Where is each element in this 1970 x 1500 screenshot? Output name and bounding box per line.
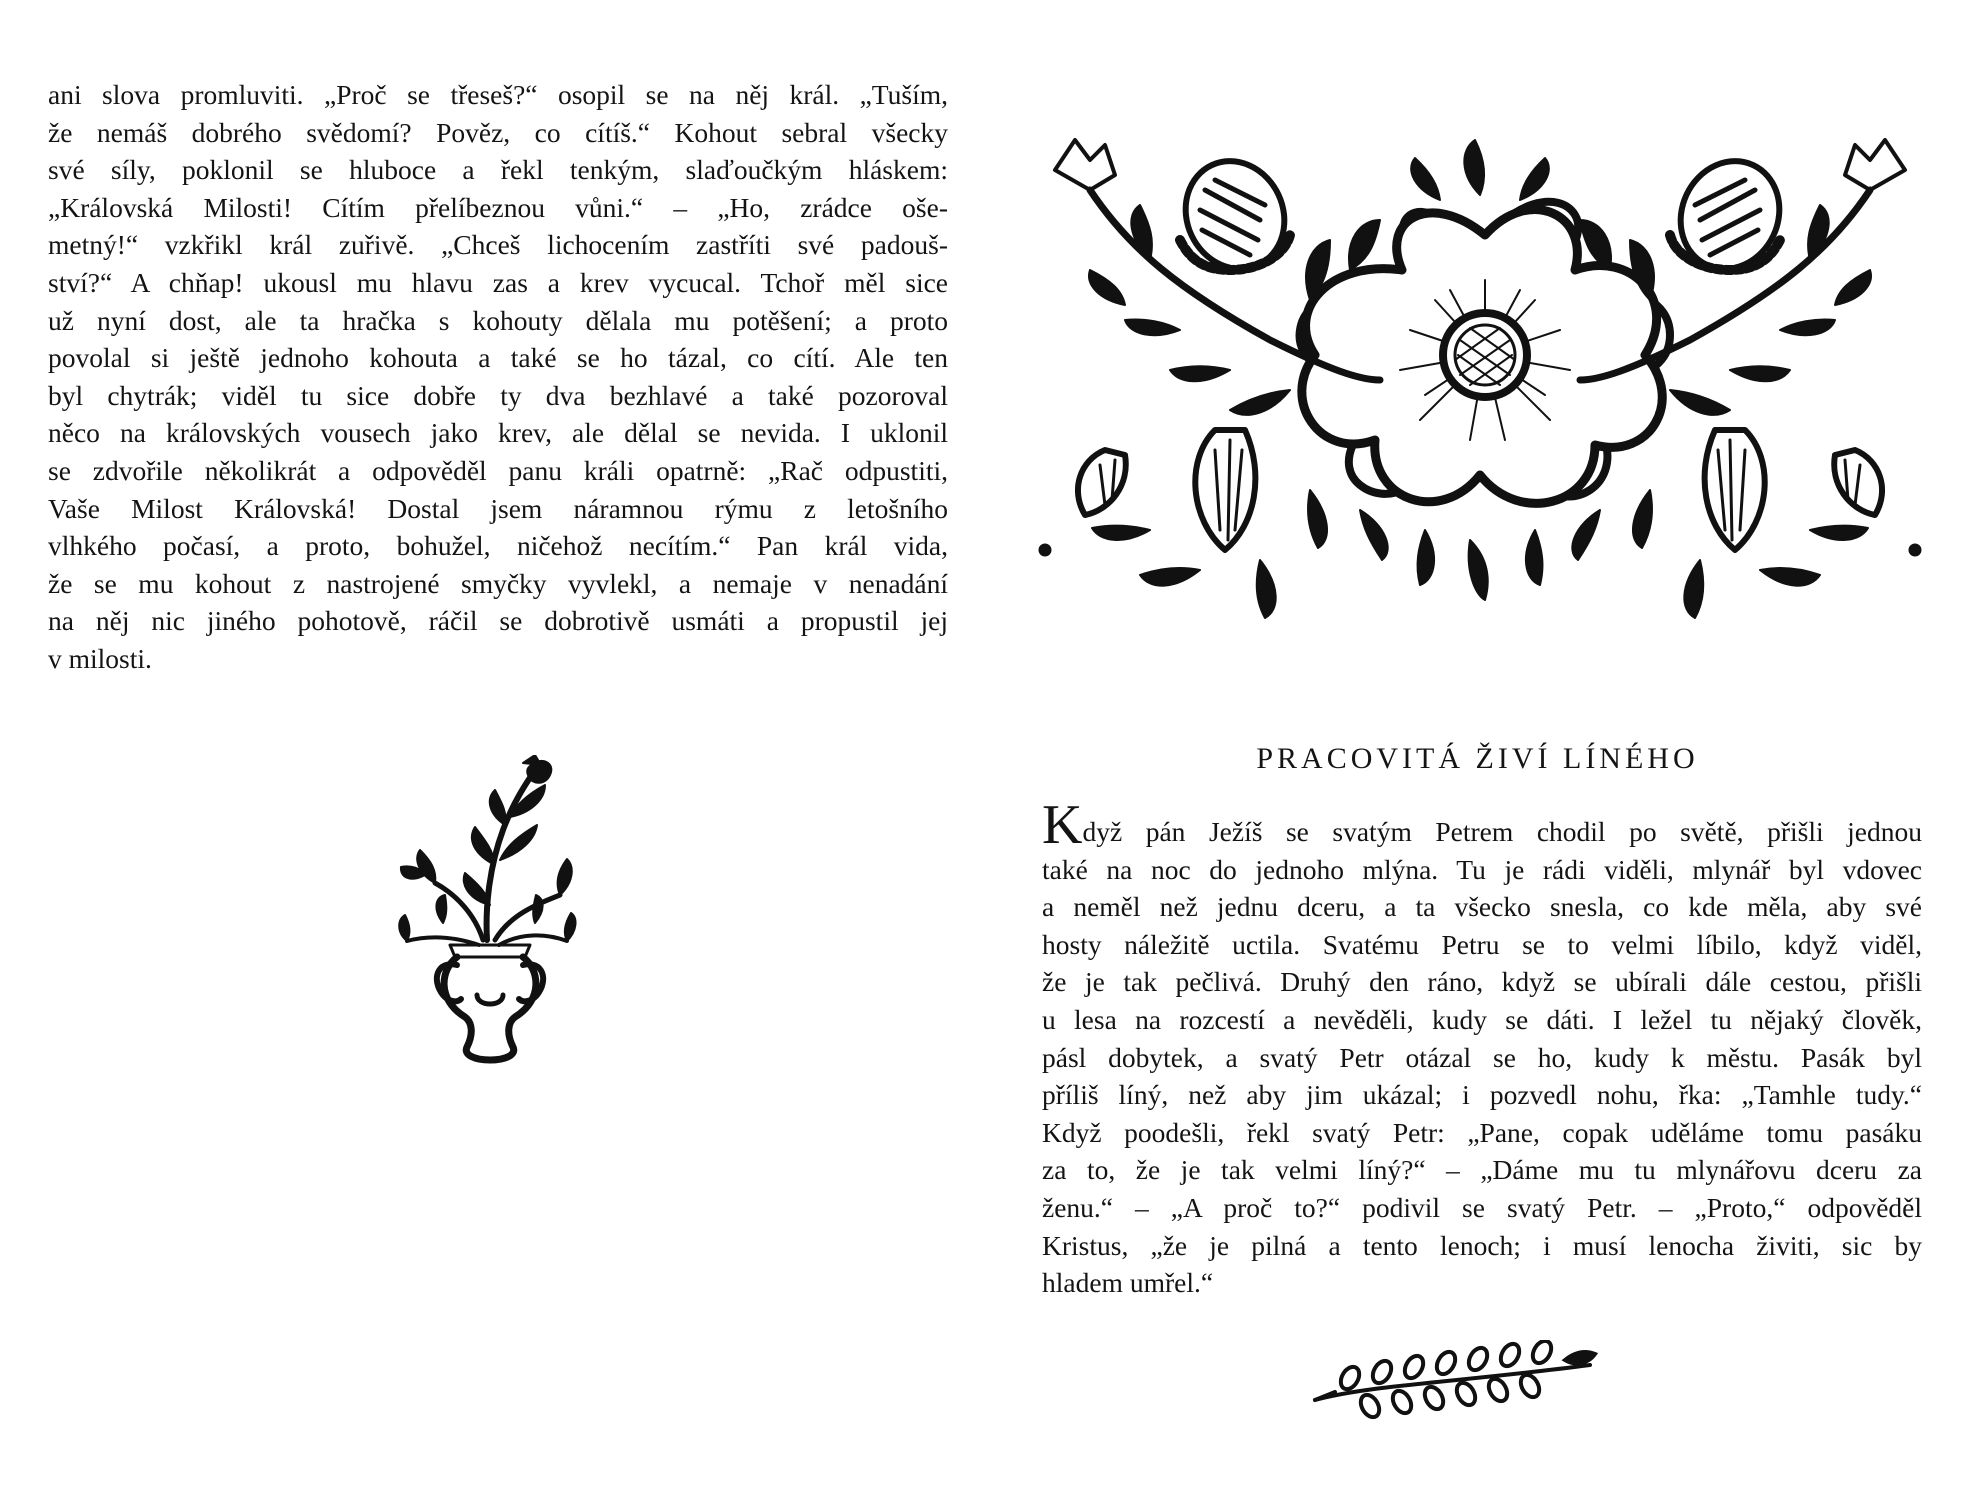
first-line-text: dyž pán Ježíš se svatým Petrem chodil po světě, přišli jednou [1082,816,1922,847]
text-line: také na noc do jednoho mlýna. Tu je rádi viděli, mlynář byl vdovec [1042,853,1922,885]
text-line-first [1042,794,1922,856]
text-line: vlhkého počasí, a proto, bohužel, ničehož necítím.“ Pan král vida, [48,530,948,562]
text-line: že nemáš dobrého svědomí? Pověz, co cítíš.“ Kohout sebral všecky [48,116,948,148]
story-title: PRACOVITÁ ŽIVÍ LÍNÉHO [1256,742,1699,775]
right-page [985,0,1970,1500]
text-line: hladem umřel.“ [1042,1267,1214,1299]
text-line: za to, že je tak velmi líný?“ – „Dáme mu tu mlynářovu dceru za [1042,1154,1922,1186]
text-line: pásl dobytek, a svatý Petr otázal se ho, kudy k městu. Pasák byl [1042,1041,1922,1073]
text-line: něco na královských vousech jako krev, ale dělal se nevida. I uklonil [48,417,948,449]
drop-cap: K [1042,794,1083,856]
text-line: v milosti. [48,642,152,674]
text-line: Vaše Milost Královská! Dostal jsem náramnou rýmu z letošního [48,492,948,524]
text-line: příliš líný, než aby jim ukázal; i pozvedl nohu, řka: „Tamhle tudy.“ [1042,1079,1922,1111]
text-line: ství?“ A chňap! ukousl mu hlavu zas a krev vycucal. Tchoř měl sice [48,266,948,298]
text-line: ženu.“ – „A proč to?“ podivil se svatý Petr. – „Proto,“ odpověděl [1042,1191,1922,1223]
text-line: své síly, poklonil se hluboce a řekl tenkým, slaďoučkým hláskem: [48,154,948,186]
folk-flower-ornament-icon [1030,130,1930,660]
text-line: na něj nic jiného pohotově, ráčil se dobrotivě usmáti a propustil jej [48,605,948,637]
flower-vase-ornament-icon [395,755,585,1065]
text-line: už nyní dost, ale ta hračka s kohouty dělala mu potěšení; a proto [48,304,948,336]
text-line: byl chytrák; viděl tu sice dobře ty dva bezhlavé a také pozoroval [48,379,948,411]
right-page-text [1042,794,1922,1302]
text-line: se zdvořile několikrát a odpověděl panu králi opatrně: „Rač odpustiti, [48,454,948,486]
text-line: a neměl než jednu dceru, a ta všecko snesla, co kde měla, aby své [1042,891,1922,923]
text-line: že je tak pečlivá. Druhý den ráno, když se ubírali dále cestou, přišli [1042,966,1922,998]
text-line: že se mu kohout z nastrojené smyčky vyvlekl, a nemaje v nenadání [48,567,948,599]
text-line: Kristus, „že je pilná a tento lenoch; i musí lenocha živiti, sic by [1042,1229,1922,1261]
left-page-text [48,76,948,678]
text-line: u lesa na rozcestí a nevěděli, kudy se dáti. I ležel tu nějaký člověk, [1042,1003,1922,1035]
text-line: metný!“ vzkřikl král zuřivě. „Chceš lichocením zastříti své padouš- [48,229,948,261]
text-line: povolal si ještě jednoho kohouta a také se ho tázal, co cítí. Ale ten [48,342,948,374]
text-line: hosty náležitě uctila. Svatému Petru se to velmi líbilo, když viděl, [1042,928,1922,960]
leaf-sprig-ornament-icon [1310,1340,1600,1420]
text-line: Když poodešli, řekl svatý Petr: „Pane, copak uděláme tomu pasáku [1042,1116,1922,1148]
text-line: „Královská Milosti! Cítím přelíbeznou vůni.“ – „Ho, zrádce oše- [48,191,948,223]
text-line: ani slova promluviti. „Proč se třeseš?“ osopil se na něj král. „Tuším, [48,79,948,110]
